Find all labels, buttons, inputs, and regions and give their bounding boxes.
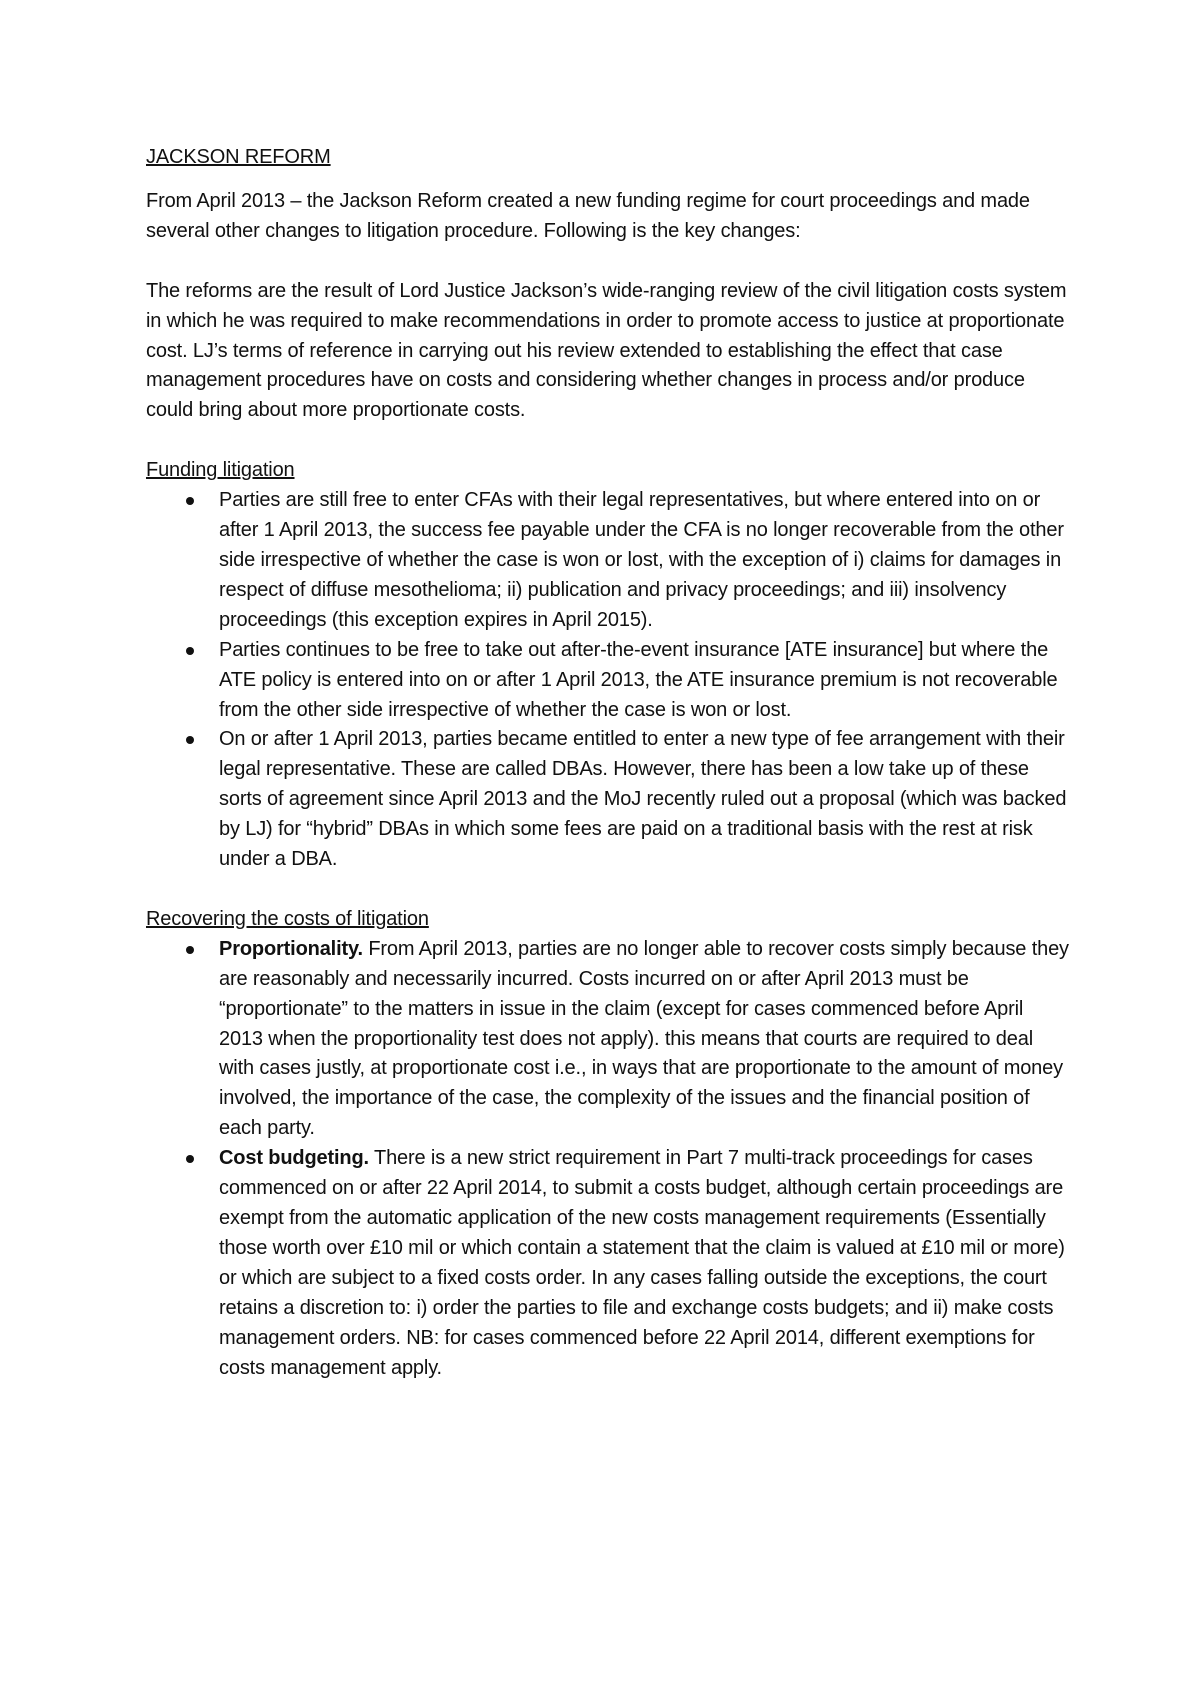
bullet-icon: [186, 736, 194, 744]
document-title: JACKSON REFORM: [146, 146, 331, 168]
bullet-icon: [186, 946, 194, 954]
bullet-list: [146, 486, 1071, 875]
list-item: [146, 636, 1071, 726]
item-text: From April 2013, parties are no longer able to recover costs simply because they are reasonably and necessarily incurred. Costs incurred on or after April 2013 must be “proportionate” to the matters in issue in the claim (except for cases commenced before April 2013 when the proportionality test does not apply). this means that courts are required to deal with cases justly, at proportionate cost i.e., in ways that are proportionate to the amount of money involved, the importance of the case, the complexity of the issues and the financial position of each party.: [219, 937, 1069, 1140]
section-recovering-costs: [146, 905, 1071, 1384]
section-funding-litigation: [146, 456, 1071, 875]
item-lead: Cost budgeting.: [219, 1147, 369, 1170]
bullet-icon: [186, 497, 194, 505]
item-lead: Proportionality.: [219, 937, 363, 960]
intro-paragraph: From April 2013 – the Jackson Reform created a new funding regime for court proceedings and made several other changes to litigation procedure. Following is the key changes:: [146, 189, 1030, 242]
section-heading: Funding litigation: [146, 459, 295, 482]
list-item: [146, 486, 1071, 636]
bullet-icon: [186, 647, 194, 655]
item-text: There is a new strict requirement in Part 7 multi-track proceedings for cases commenced on or after 22 April 2014, to submit a costs budget, although certain proceedings are exempt from the automatic application of the new costs management requirements (Essentially those worth over £10 mil or which contain a statement that the claim is valued at £10 mil or more) or which are subject to a fixed costs order. In any cases falling outside the exceptions, the court retains a discretion to: i) order the parties to file and exchange costs budgets; and ii) make costs management orders. NB: for cases commenced before 22 April 2014, different exemptions for costs management apply.: [219, 1147, 1065, 1379]
document-body: [146, 143, 1071, 1413]
background-paragraph: The reforms are the result of Lord Justice Jackson’s wide-ranging review of the civil litigation costs system in which he was required to make recommendations in order to promote access to justice at proportionate cost. LJ’s terms of reference in carrying out his review extended to establishing the effect that case management procedures have on costs and considering whether changes in process and/or produce could bring about more proportionate costs.: [146, 279, 1067, 422]
section-heading: Recovering the costs of litigation: [146, 907, 429, 930]
item-text: Parties continues to be free to take out after-the-event insurance [ATE insurance] but where the ATE policy is entered into on or after 1 April 2013, the ATE insurance premium is not recoverable from the other side irrespective of whether the case is won or lost.: [219, 638, 1058, 721]
item-text: Parties are still free to enter CFAs with their legal representatives, but where entered into on or after 1 April 2013, the success fee payable under the CFA is no longer recoverable from the other side irrespective of whether the case is won or lost, with the exception of i) claims for damages in respect of diffuse mesothelioma; ii) publication and privacy proceedings; and iii) insolvency proceedings (this exception expires in April 2015).: [219, 489, 1064, 631]
bullet-icon: [186, 1155, 194, 1163]
bullet-list: [146, 935, 1071, 1384]
item-text: On or after 1 April 2013, parties became entitled to enter a new type of fee arrangement with their legal representative. These are called DBAs. However, there has been a low take up of these sorts of agreement since April 2013 and the MoJ recently ruled out a proposal (which was backed by LJ) for “hybrid” DBAs in which some fees are paid on a traditional basis with the rest at risk under a DBA.: [219, 728, 1067, 871]
list-item: [146, 935, 1071, 1144]
list-item: [146, 1144, 1071, 1383]
list-item: [146, 725, 1071, 875]
